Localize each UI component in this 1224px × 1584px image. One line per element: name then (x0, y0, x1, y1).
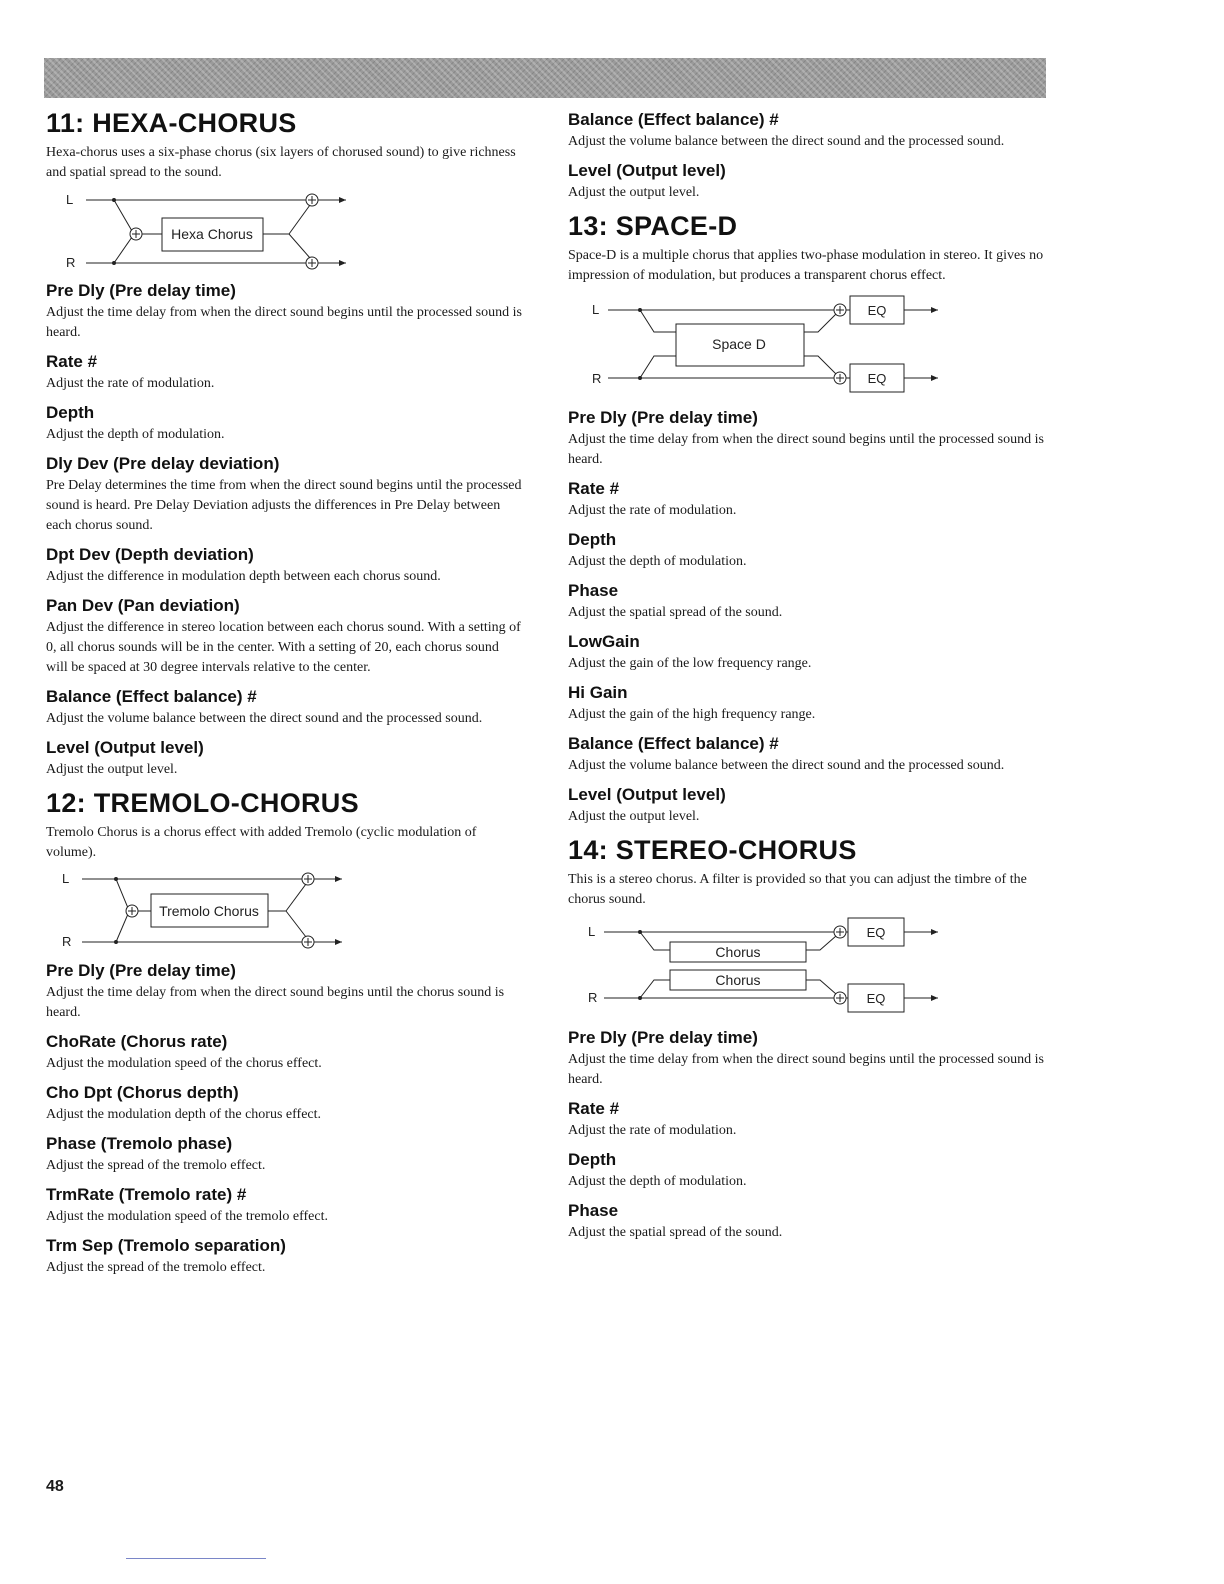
header-band (44, 58, 1046, 98)
param-pre-dly (46, 279, 524, 343)
param-name: Depth (46, 403, 95, 422)
param-name: Pre Dly (Pre delay time) (46, 961, 236, 980)
param-name: Balance (Effect balance) # (568, 734, 779, 753)
param-name: Pre Dly (Pre delay time) (46, 281, 236, 300)
diagram-label-r: R (62, 934, 72, 949)
section-title-tremolo-chorus: 12: TREMOLO-CHORUS (46, 788, 359, 818)
param-desc: Adjust the rate of modulation. (568, 503, 737, 518)
param-level (568, 159, 1046, 203)
param-desc: Adjust the spread of the tremolo effect. (46, 1158, 266, 1173)
param-pre-dly (568, 406, 1046, 470)
param-desc: Adjust the depth of modulation. (568, 554, 747, 569)
left-column (46, 108, 524, 1285)
param-desc: Adjust the time delay from when the direct sound begins until the processed sound is heard. (568, 432, 1044, 467)
param-name: Phase (568, 1201, 619, 1220)
param-cho-dpt (46, 1081, 524, 1125)
param-name: Phase (Tremolo phase) (46, 1134, 233, 1153)
page-number: 48 (46, 1478, 64, 1495)
param-dly-dev (46, 452, 524, 536)
param-desc: Adjust the depth of modulation. (46, 427, 225, 442)
param-low-gain (568, 630, 1046, 674)
param-desc: Adjust the gain of the low frequency range. (568, 656, 812, 671)
param-name: Pre Dly (Pre delay time) (568, 408, 758, 427)
tremolo-chorus-diagram (46, 867, 524, 959)
param-desc: Adjust the rate of modulation. (568, 1123, 737, 1138)
param-balance (568, 732, 1046, 776)
param-phase (568, 579, 1046, 623)
diagram-box-label: Tremolo Chorus (159, 903, 259, 919)
param-depth (46, 401, 524, 445)
param-trm-rate (46, 1183, 524, 1227)
param-name: Dly Dev (Pre delay deviation) (46, 454, 280, 473)
diagram-label-r: R (66, 255, 76, 270)
param-name: Rate # (568, 1099, 620, 1118)
param-depth (568, 1148, 1046, 1192)
param-desc: Adjust the time delay from when the direct sound begins until the processed sound is heard. (568, 1052, 1044, 1087)
param-pan-dev (46, 594, 524, 678)
param-name: Cho Dpt (Chorus depth) (46, 1083, 239, 1102)
param-dpt-dev (46, 543, 524, 587)
param-name: ChoRate (Chorus rate) (46, 1032, 228, 1051)
footer-rule (126, 1558, 266, 1559)
param-name: Level (Output level) (568, 161, 726, 180)
eq-label: EQ (867, 303, 887, 318)
param-desc: Adjust the modulation speed of the tremolo effect. (46, 1209, 329, 1224)
param-hi-gain (568, 681, 1046, 725)
param-desc: Adjust the volume balance between the direct sound and the processed sound. (568, 134, 1005, 149)
eq-label: EQ (867, 371, 887, 386)
diagram-label-l: L (592, 302, 600, 317)
param-desc: Adjust the spatial spread of the sound. (568, 1225, 783, 1240)
section-title-stereo-chorus: 14: STEREO-CHORUS (568, 835, 857, 865)
diagram-box-label: Chorus (715, 972, 761, 988)
param-name: Level (Output level) (568, 785, 726, 804)
param-name: Hi Gain (568, 683, 628, 702)
diagram-label-l: L (588, 924, 596, 939)
param-name: TrmRate (Tremolo rate) # (46, 1185, 247, 1204)
param-rate (46, 350, 524, 394)
param-name: Rate # (46, 352, 98, 371)
param-desc: Pre Delay determines the time from when the direct sound begins until the processed sound is heard. Pre Delay Deviation adjusts the differences in Pre Delay between each chorus sound. (46, 478, 522, 533)
param-name: Rate # (568, 479, 620, 498)
diagram-box-label: Space D (712, 336, 766, 352)
param-balance (46, 685, 524, 729)
eq-label: EQ (866, 925, 886, 940)
hexa-chorus-diagram (46, 187, 524, 279)
intro-space-d: Space-D is a multiple chorus that applies two-phase modulation in stereo. It gives no impression of modulation, but produces a transparent chorus effect. (568, 248, 1044, 283)
section-title-hexa-chorus: 11: HEXA-CHORUS (46, 108, 297, 138)
param-desc: Adjust the output level. (46, 762, 178, 777)
param-desc: Adjust the time delay from when the direct sound begins until the processed sound is heard. (46, 305, 522, 340)
param-rate (568, 1097, 1046, 1141)
param-desc: Adjust the time delay from when the direct sound begins until the chorus sound is heard. (46, 985, 505, 1020)
param-depth (568, 528, 1046, 572)
param-name: Trm Sep (Tremolo separation) (46, 1236, 286, 1255)
param-desc: Adjust the modulation speed of the chorus effect. (46, 1056, 322, 1071)
param-name: Pan Dev (Pan deviation) (46, 596, 240, 615)
param-name: Phase (568, 581, 619, 600)
param-desc: Adjust the volume balance between the direct sound and the processed sound. (568, 758, 1005, 773)
diagram-label-r: R (588, 990, 598, 1005)
intro-hexa-chorus: Hexa-chorus uses a six-phase chorus (six layers of chorused sound) to give richness and spatial spread to the sound. (46, 145, 516, 180)
param-name: LowGain (568, 632, 640, 651)
param-desc: Adjust the gain of the high frequency range. (568, 707, 816, 722)
diagram-box-label: Hexa Chorus (171, 226, 253, 242)
param-name: Depth (568, 530, 617, 549)
diagram-label-l: L (66, 192, 74, 207)
diagram-label-l: L (62, 871, 70, 886)
diagram-box-label: Chorus (715, 944, 761, 960)
param-desc: Adjust the modulation depth of the chorus effect. (46, 1107, 322, 1122)
stereo-chorus-diagram (568, 914, 1046, 1018)
param-desc: Adjust the spatial spread of the sound. (568, 605, 783, 620)
intro-tremolo-chorus: Tremolo Chorus is a chorus effect with added Tremolo (cyclic modulation of volume). (46, 825, 477, 860)
param-desc: Adjust the volume balance between the direct sound and the processed sound. (46, 711, 483, 726)
param-desc: Adjust the depth of modulation. (568, 1174, 747, 1189)
param-desc: Adjust the rate of modulation. (46, 376, 215, 391)
param-desc: Adjust the output level. (568, 185, 700, 200)
param-phase (568, 1199, 1046, 1243)
param-balance (568, 108, 1046, 152)
param-name: Balance (Effect balance) # (46, 687, 257, 706)
space-d-diagram (568, 290, 1046, 400)
param-level (46, 736, 524, 780)
param-name: Dpt Dev (Depth deviation) (46, 545, 254, 564)
right-column (568, 108, 1046, 1250)
param-desc: Adjust the difference in modulation depth between each chorus sound. (46, 569, 441, 584)
param-rate (568, 477, 1046, 521)
param-trm-sep (46, 1234, 524, 1278)
eq-label: EQ (866, 991, 886, 1006)
param-name: Level (Output level) (46, 738, 204, 757)
param-name: Pre Dly (Pre delay time) (568, 1028, 758, 1047)
diagram-label-r: R (592, 371, 602, 386)
param-level (568, 783, 1046, 827)
param-desc: Adjust the output level. (568, 809, 700, 824)
param-pre-dly (46, 959, 524, 1023)
param-desc: Adjust the spread of the tremolo effect. (46, 1260, 266, 1275)
param-cho-rate (46, 1030, 524, 1074)
param-desc: Adjust the difference in stereo location between each chorus sound. With a setting of 0, all chorus sounds will be in the center. With a setting of 20, each chorus sound will be spaced at 30 degree intervals relative to the center. (46, 620, 521, 675)
intro-stereo-chorus: This is a stereo chorus. A filter is provided so that you can adjust the timbre of the chorus sound. (568, 872, 1027, 907)
section-title-space-d: 13: SPACE-D (568, 211, 738, 241)
param-name: Balance (Effect balance) # (568, 110, 779, 129)
param-pre-dly (568, 1026, 1046, 1090)
param-phase (46, 1132, 524, 1176)
param-name: Depth (568, 1150, 617, 1169)
